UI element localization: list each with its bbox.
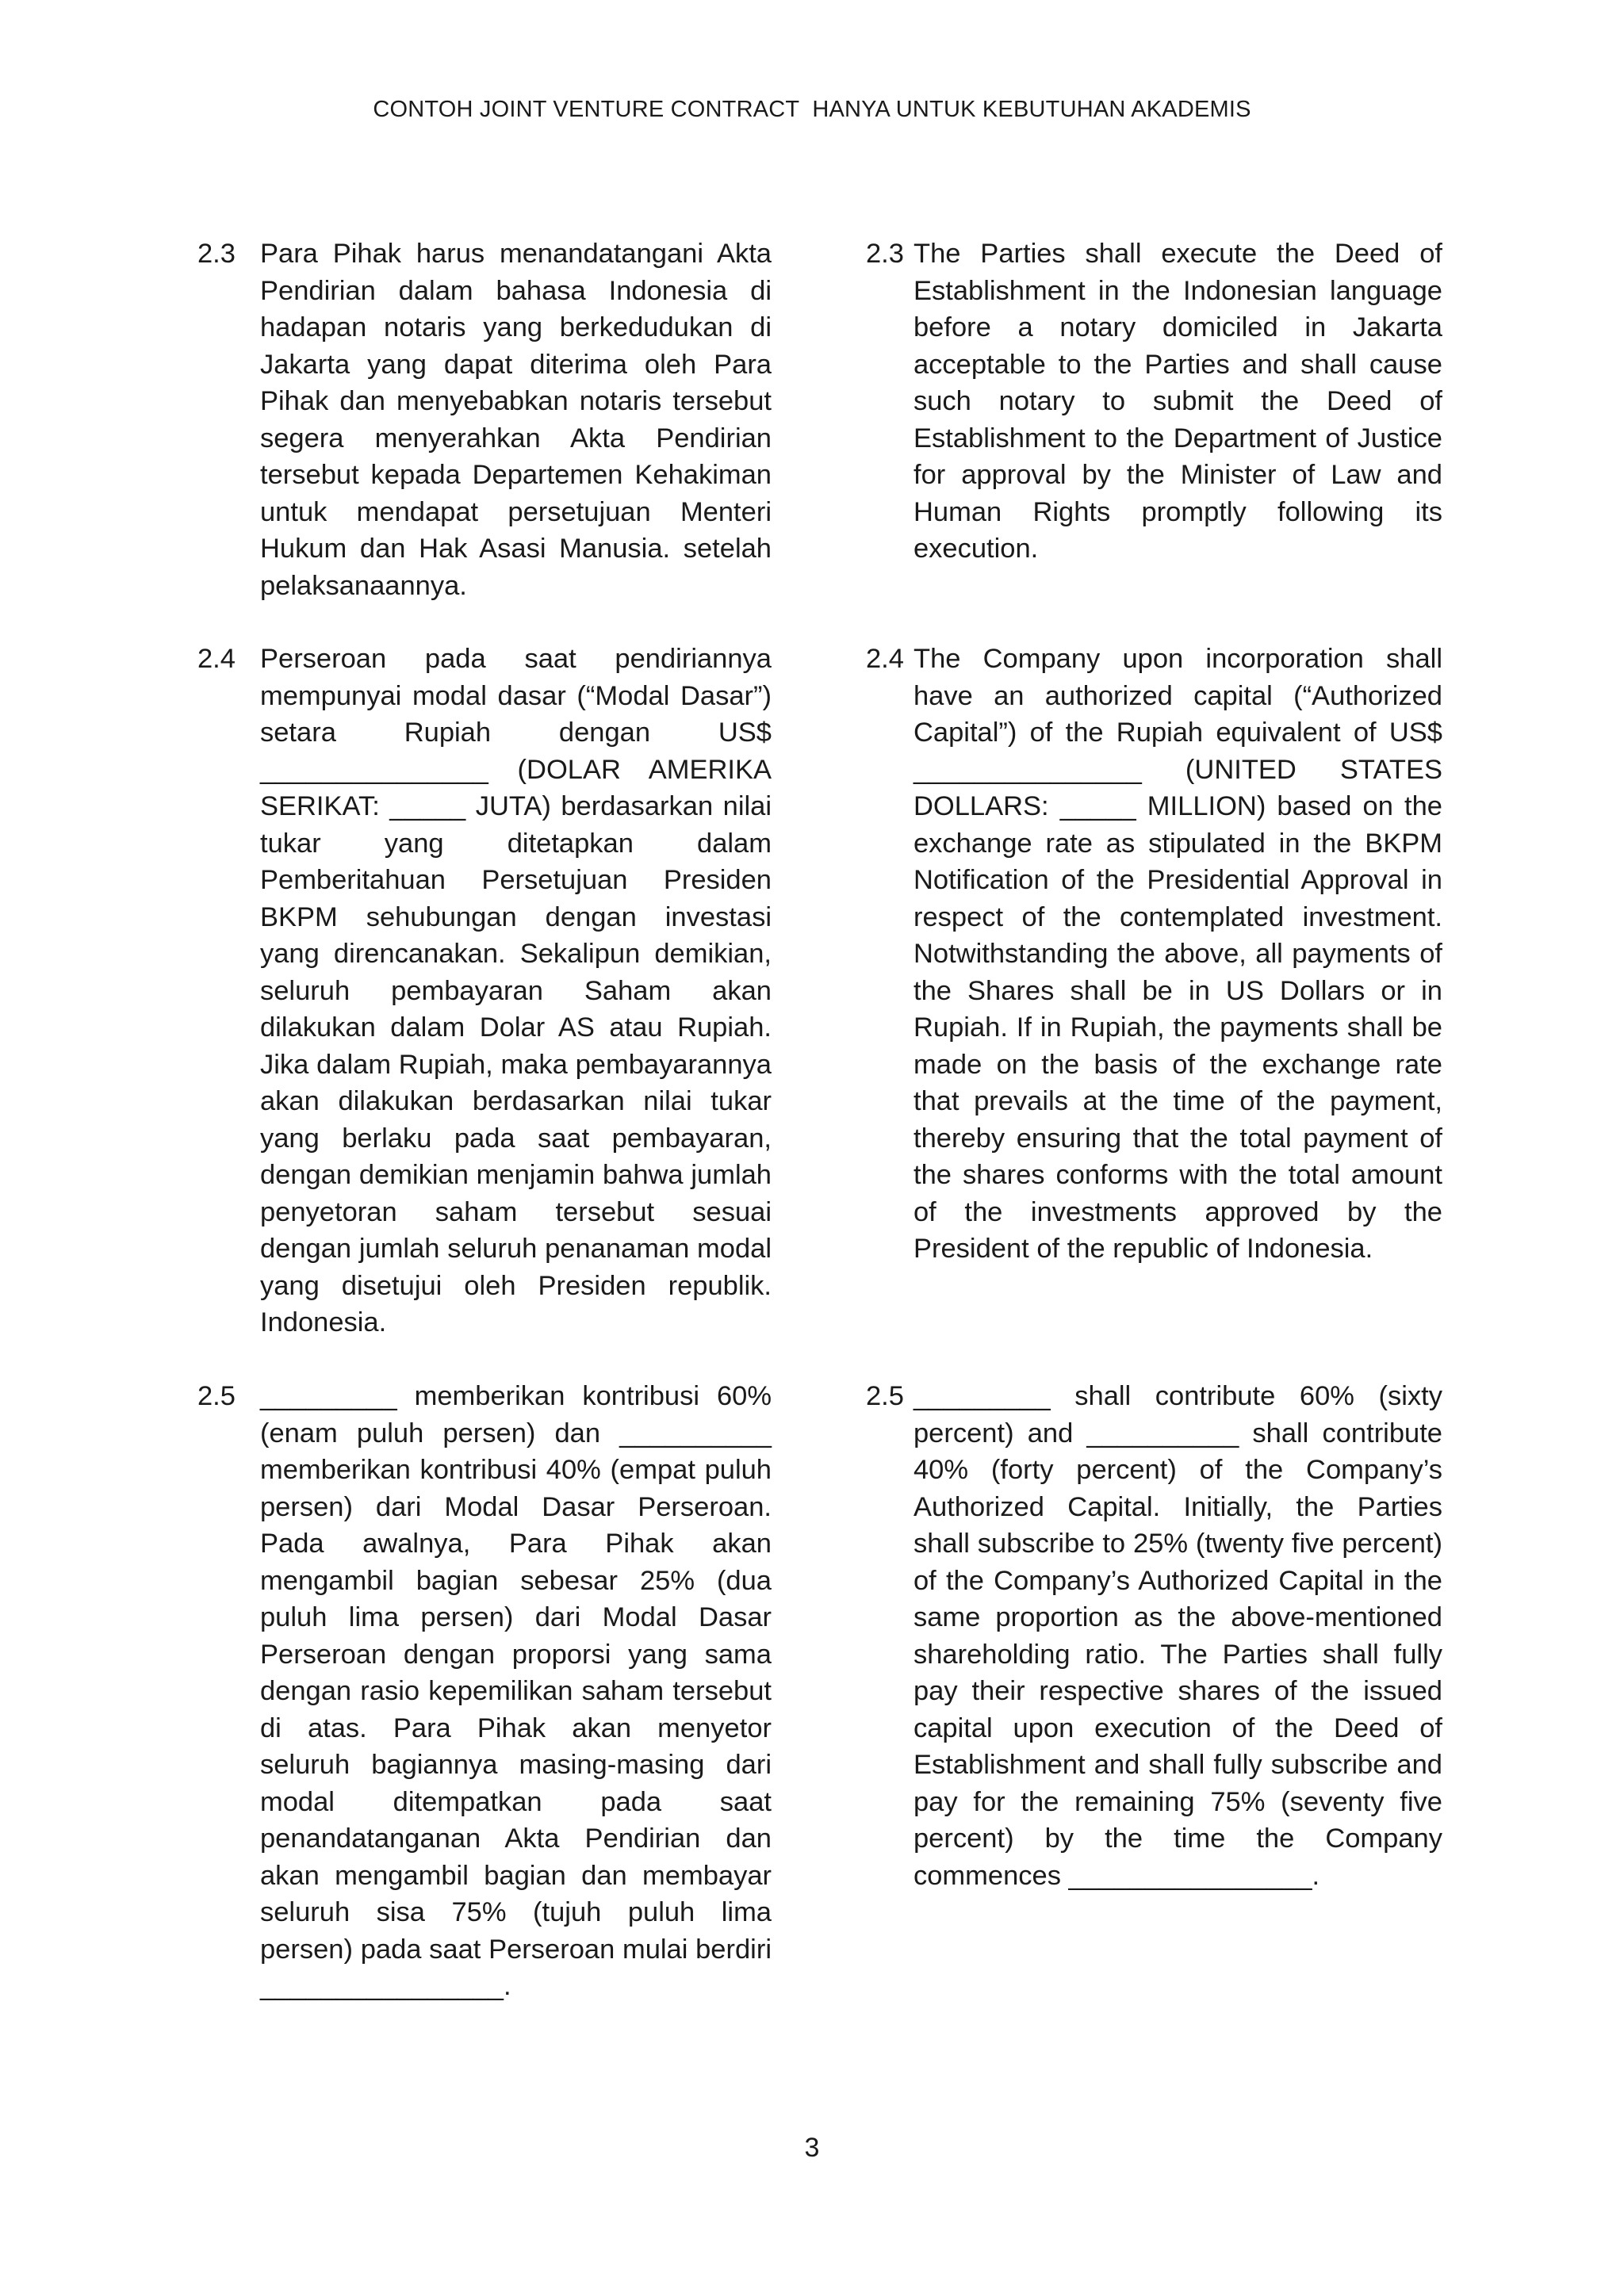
clause-text: The Company upon incorporation shall have an authorized capital (“Authorized Capital”) of the Rupiah equivalent of US$ _______________ (UNITED STATES DOLLARS: _____ MILLION) based on the exchange rate as stipulated in the BKPM Notification of the Presidential Approval in respect of the contemplated investment. Notwithstanding the above, all payments of the Shares shall be in US Dollars or in Rupiah. If in Rupiah, the payments shall be made on the basis of the exchange rate that prevails at the time of the payment, thereby ensuring that the total payment of the shares conforms with the total amount of the investments approved by the President of the republic of Indonesia.	[914, 644, 1442, 1264]
clause-text: Perseroan pada saat pendiriannya mempunyai modal dasar (“Modal Dasar”) setara Rupiah dengan US$ _______________ (DOLAR AMERIKA SERIKAT: _____ JUTA) berdasarkan nilai tukar yang ditetapkan dalam Pemberitahuan Persetujuan Presiden BKPM sehubungan dengan investasi yang direncanakan. Sekalipun demikian, seluruh pembayaran Saham akan dilakukan dalam Dolar AS atau Rupiah. Jika dalam Rupiah, maka pembayarannya akan dilakukan berdasarkan nilai tukar yang berlaku pada saat pembayaran, dengan demikian menjamin bahwa jumlah penyetoran saham tersebut sesuai dengan jumlah seluruh penanaman modal yang disetujui oleh Presiden republik. Indonesia.	[260, 644, 772, 1337]
clause-number: 2.4	[866, 644, 904, 674]
clause-text: Para Pihak harus menandatangani Akta Pendirian dalam bahasa Indonesia di hadapan notaris yang berkedudukan di Jakarta yang dapat diterima oleh Para Pihak dan menyebabkan notaris tersebut segera menyerahkan Akta Pendirian tersebut kepada Departemen Kehakiman untuk mendapat persetujuan Menteri Hukum dan Hak Asasi Manusia. setelah pelaksanaannya.	[260, 239, 772, 601]
clause-text: _________ memberikan kontribusi 60% (enam puluh persen) dan __________ memberikan kontribusi 40% (empat puluh persen) dari Modal Dasar Perseroan. Pada awalnya, Para Pihak akan mengambil bagian sebesar 25% (dua puluh lima persen) dari Modal Dasar Perseroan dengan proporsi yang sama dengan rasio kepemilikan saham tersebut di atas. Para Pihak akan menyetor seluruh bagiannya masing-masing dari modal ditempatkan pada saat penandatanganan Akta Pendirian dan akan mengambil bagian dan membayar seluruh sisa 75% (tujuh puluh lima persen) pada saat Perseroan mulai berdiri ________________.	[260, 1381, 772, 2001]
clause-number: 2.3	[866, 239, 904, 269]
clause-number: 2.4	[197, 644, 236, 674]
clause-number: 2.5	[197, 1381, 236, 1411]
clause-number: 2.3	[197, 239, 236, 269]
clause-text: The Parties shall execute the Deed of Establishment in the Indonesian language before a notary domiciled in Jakarta acceptable to the Parties and shall cause such notary to submit the Deed of Establishment to the Department of Justice for approval by the Minister of Law and Human Rights promptly following its execution.	[914, 239, 1442, 564]
clause-number: 2.5	[866, 1381, 904, 1411]
clause-text: _________ shall contribute 60% (sixty percent) and __________ shall contribute 40% (forty percent) of the Company’s Authorized Capital. Initially, the Parties shall subscribe to 25% (twenty five percent) of the Company’s Authorized Capital in the same proportion as the above-mentioned shareholding ratio. The Parties shall fully pay their respective shares of the issued capital upon execution of the Deed of Establishment and shall fully subscribe and pay for the remaining 75% (seventy five percent) by the time the Company commences ________________.	[914, 1381, 1442, 1891]
page-number: 3	[804, 2133, 820, 2163]
page-header: CONTOH JOINT VENTURE CONTRACT HANYA UNTUK KEBUTUHAN AKADEMIS	[373, 97, 1251, 122]
